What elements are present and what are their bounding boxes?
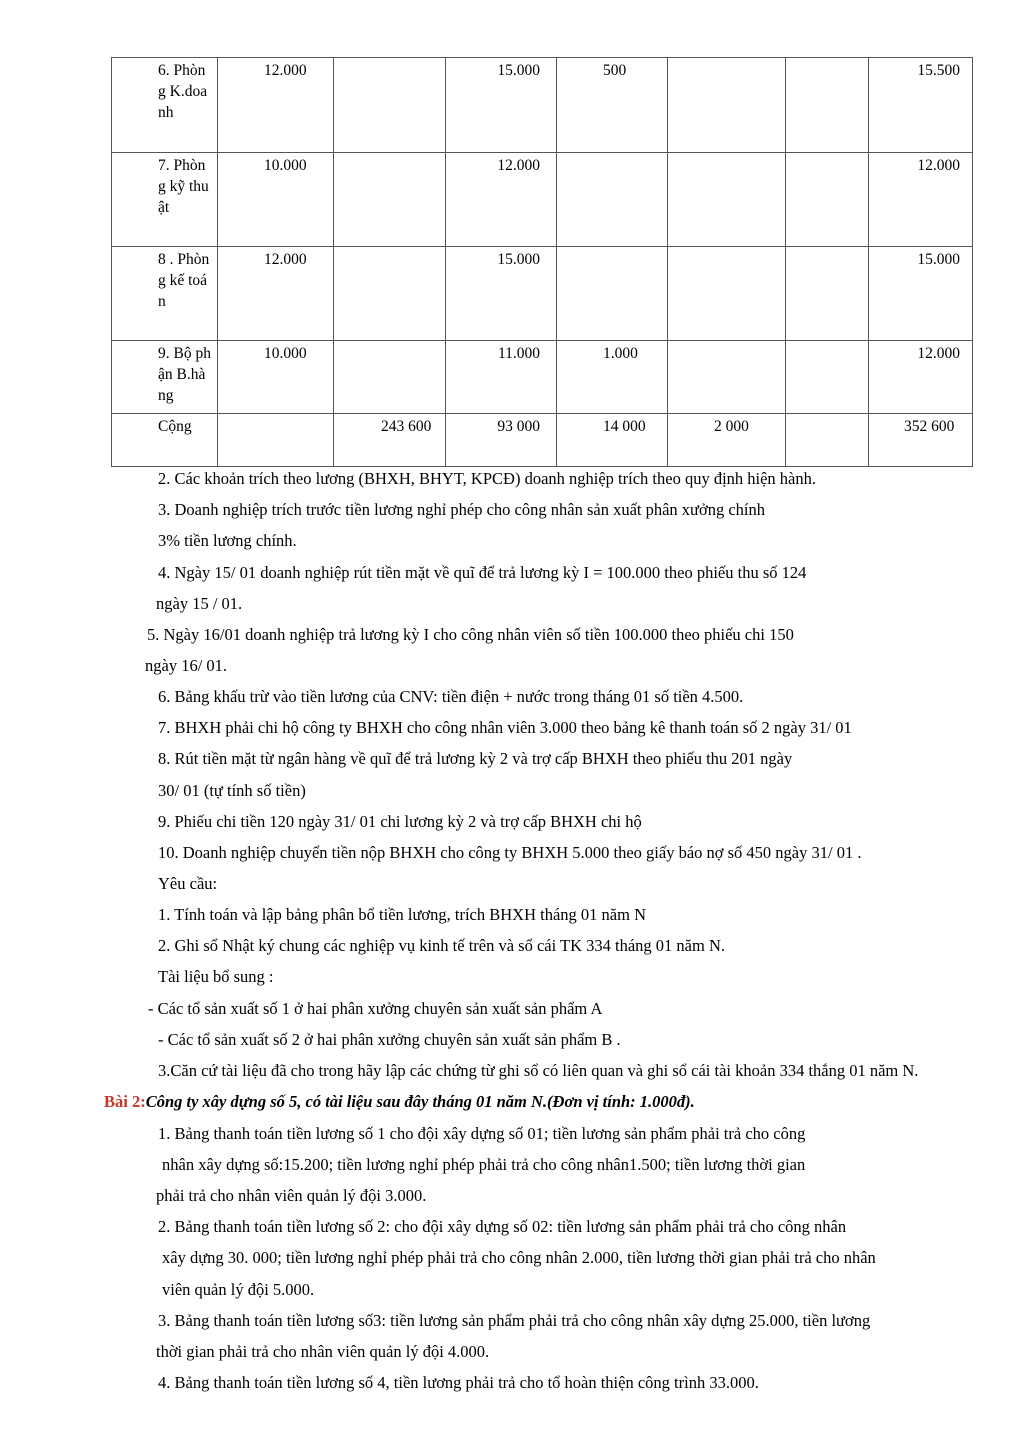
table-cell: 352 600	[869, 414, 973, 467]
table-cell	[557, 247, 668, 341]
section-label: Bài 2:	[104, 1092, 146, 1111]
table-total-row	[112, 414, 973, 467]
table-cell	[668, 341, 786, 414]
table-cell: 2 000	[668, 414, 786, 467]
paragraph-line: 3. Doanh nghiệp trích trước tiền lương nghỉ phép cho công nhân sản xuất phân xưởng chính	[158, 500, 766, 519]
table-cell: 15.500	[869, 58, 973, 153]
paragraph-line: 4. Bảng thanh toán tiền lương số 4, tiền lương phải trả cho tổ hoàn thiện công trình 33.000.	[158, 1373, 759, 1392]
paragraph-line: 3. Bảng thanh toán tiền lương số3: tiền lương sản phẩm phải trả cho công nhân xây dựng 25.000, tiền lương	[158, 1311, 871, 1330]
paragraph-line: 8. Rút tiền mặt từ ngân hàng về quĩ để trả lương kỳ 2 và trợ cấp BHXH theo phiếu thu 201 ngày	[158, 749, 793, 768]
paragraph-line: 1. Tính toán và lập bảng phân bổ tiền lương, trích BHXH tháng 01 năm N	[158, 905, 646, 924]
paragraph-line: 1. Bảng thanh toán tiền lương số 1 cho đội xây dựng số 01; tiền lương sản phẩm phải trả cho công	[158, 1124, 806, 1143]
table-row	[112, 341, 973, 414]
paragraph-line: - Các tổ sản xuất số 1 ở hai phân xưởng chuyên sản xuất sản phẩm A	[148, 999, 603, 1018]
table-cell	[668, 153, 786, 247]
paragraph-line: 6. Bảng khấu trừ vào tiền lương của CNV: tiền điện + nước trong tháng 01 số tiền 4.500.	[158, 687, 744, 706]
table-cell: 12.000	[869, 153, 973, 247]
paragraph-line: 3% tiền lương chính.	[158, 531, 297, 550]
paragraph-line: phải trả cho nhân viên quản lý đội 3.000.	[156, 1186, 427, 1205]
table-cell	[786, 58, 869, 153]
paragraph-line: ngày 15 / 01.	[156, 594, 243, 613]
salary-table	[111, 57, 973, 467]
paragraph-line: 30/ 01 (tự tính số tiền)	[158, 781, 306, 800]
table-row	[112, 247, 973, 341]
paragraph-line: xây dựng 30. 000; tiền lương nghỉ phép phải trả cho công nhân 2.000, tiền lương thời gian phải trả cho nhân	[162, 1248, 876, 1267]
table-cell: 15.000	[869, 247, 973, 341]
paragraph-line: 5. Ngày 16/01 doanh nghiệp trả lương kỳ I cho công nhân viên số tiền 100.000 theo phiếu chi 150	[147, 625, 794, 644]
paragraph-line: Yêu cầu:	[158, 874, 218, 893]
paragraph-line: 4. Ngày 15/ 01 doanh nghiệp rút tiền mặt về quĩ để trả lương kỳ I = 100.000 theo phiếu thu số 124	[158, 563, 807, 582]
table-cell: 12.000	[218, 58, 334, 153]
table-cell	[334, 247, 446, 341]
paragraph-line: 7. BHXH phải chi hộ công ty BHXH cho công nhân viên 3.000 theo bảng kê thanh toán số 2 ngày 31/ 01	[158, 718, 852, 737]
dept-cell: Cộng	[112, 414, 218, 467]
table-cell: 15.000	[446, 247, 557, 341]
section-title: Công ty xây dựng số 5, có tài liệu sau đây tháng 01 năm N.(Đơn vị tính: 1.000đ).	[145, 1092, 695, 1111]
paragraph-line: 10. Doanh nghiệp chuyển tiền nộp BHXH cho công ty BHXH 5.000 theo giấy báo nợ số 450 ngày 31/ 01 .	[158, 843, 862, 862]
table-cell: 15.000	[446, 58, 557, 153]
table-cell	[218, 414, 334, 467]
paragraph-line: 9. Phiếu chi tiền 120 ngày 31/ 01 chi lương kỳ 2 và trợ cấp BHXH chi hộ	[158, 812, 642, 831]
table-cell: 12.000	[869, 341, 973, 414]
table-cell: 12.000	[446, 153, 557, 247]
table-cell: 14 000	[557, 414, 668, 467]
table-cell	[557, 153, 668, 247]
table-cell	[334, 153, 446, 247]
table-cell	[786, 341, 869, 414]
table-cell	[668, 58, 786, 153]
dept-cell: 9. Bộ phận B.hàng	[112, 341, 218, 414]
dept-cell: 8 . Phòng kế toán	[112, 247, 218, 341]
table-cell	[786, 153, 869, 247]
section-heading	[104, 1092, 695, 1112]
table-cell	[334, 58, 446, 153]
table-cell: 12.000	[218, 247, 334, 341]
table-row	[112, 58, 973, 153]
dept-cell: 6. Phòng K.doanh	[112, 58, 218, 153]
table-cell: 500	[557, 58, 668, 153]
paragraph-line: 3.Căn cứ tài liệu đã cho trong hãy lập các chứng từ ghi sổ có liên quan và ghi sổ cái tài khoản 334 thắng 01 năm N.	[158, 1061, 919, 1080]
table-cell	[786, 247, 869, 341]
table-cell	[334, 341, 446, 414]
table-row	[112, 153, 973, 247]
table-cell: 243 600	[334, 414, 446, 467]
table-cell: 10.000	[218, 341, 334, 414]
paragraph-line: 2. Các khoản trích theo lương (BHXH, BHYT, KPCĐ) doanh nghiệp trích theo quy định hiện hành.	[158, 469, 817, 488]
table-cell	[786, 414, 869, 467]
table-cell: 93 000	[446, 414, 557, 467]
paragraph-line: ngày 16/ 01.	[145, 656, 228, 675]
table-cell: 1.000	[557, 341, 668, 414]
paragraph-line: Tài liệu bổ sung :	[158, 967, 274, 986]
table-cell: 10.000	[218, 153, 334, 247]
paragraph-line: viên quản lý đội 5.000.	[162, 1280, 315, 1299]
dept-cell: 7. Phòng kỹ thuật	[112, 153, 218, 247]
paragraph-line: thời gian phải trả cho nhân viên quản lý đội 4.000.	[156, 1342, 490, 1361]
paragraph-line: 2. Ghi sổ Nhật ký chung các nghiệp vụ kinh tế trên và sổ cái TK 334 tháng 01 năm N.	[158, 936, 725, 955]
paragraph-line: - Các tổ sản xuất số 2 ở hai phân xưởng chuyên sản xuất sản phẩm B .	[158, 1030, 621, 1049]
paragraph-line: 2. Bảng thanh toán tiền lương số 2: cho đội xây dựng số 02: tiền lương sản phẩm phải trả cho công nhân	[158, 1217, 847, 1236]
table-cell	[668, 247, 786, 341]
table-cell: 11.000	[446, 341, 557, 414]
paragraph-line: nhân xây dựng số:15.200; tiền lương nghỉ phép phải trả cho công nhân1.500; tiền lương thời gian	[162, 1155, 806, 1174]
